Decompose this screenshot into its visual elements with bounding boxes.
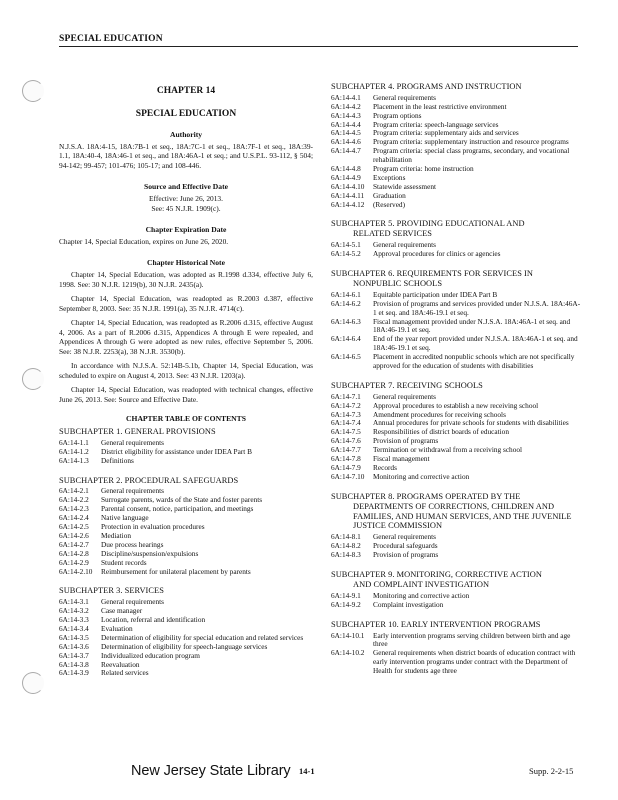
subchapter-heading[interactable] <box>59 476 313 486</box>
section-number: 6A:14-5.2 <box>331 249 361 259</box>
section-title: Termination or withdrawal from a receiving school <box>373 445 523 455</box>
section-title: Responsibilities of district boards of education <box>373 427 509 437</box>
section-title: Discipline/suspension/expulsions <box>101 548 199 558</box>
section-number: 6A:14-5.1 <box>331 240 361 250</box>
toc-entry[interactable] <box>331 192 581 201</box>
toc-entry[interactable] <box>331 183 581 192</box>
section-number: 6A:14-4.1 <box>331 92 361 102</box>
section-number: 6A:14-1.3 <box>59 455 89 465</box>
section-title: Reimbursement for unilateral placement by parents <box>101 566 251 576</box>
section-number: 6A:14-3.7 <box>59 650 89 660</box>
section-title: Graduation <box>373 190 406 200</box>
section-number: 6A:14-6.1 <box>331 289 361 299</box>
section-title: Records <box>373 462 397 472</box>
section-number: 6A:14-2.9 <box>59 557 89 567</box>
subchapter-title: SUBCHAPTER 9. MONITORING, CORRECTIVE ACTION <box>331 570 542 580</box>
section-number: 6A:14-4.7 <box>331 146 361 156</box>
section-number: 6A:14-8.1 <box>331 532 361 542</box>
subchapter-title-cont: RELATED SERVICES <box>353 229 432 239</box>
section-title: Location, referral and identification <box>101 615 206 625</box>
section-title: Determination of eligibility for speech-language services <box>101 641 268 651</box>
authority-heading: Authority <box>169 130 203 139</box>
toc-left <box>59 427 313 678</box>
toc-right <box>331 78 581 676</box>
toc-entry[interactable] <box>59 532 313 541</box>
section-title: Program options <box>373 110 422 120</box>
section-title: Fiscal management <box>373 454 430 464</box>
section-title: Monitoring and corrective action <box>373 590 470 600</box>
toc-entry[interactable] <box>59 550 313 559</box>
subchapter-title: SUBCHAPTER 4. PROGRAMS AND INSTRUCTION <box>331 82 522 91</box>
section-title: Parental consent, notice, participation, and meetings <box>101 504 254 514</box>
section-title: Provision of programs <box>373 550 439 560</box>
toc-entry[interactable] <box>331 446 581 455</box>
section-number: 6A:14-7.9 <box>331 462 361 472</box>
toc-entry[interactable] <box>59 661 313 670</box>
running-head: SPECIAL EDUCATION <box>59 34 163 44</box>
subchapter-title-cont: AND COMPLAINT INVESTIGATION <box>353 579 490 589</box>
section-title: General requirements <box>101 486 165 496</box>
punch-hole-bottom <box>22 672 44 694</box>
section-title: End of the year report provided under N.J.S.A. 18A:46A-1 et seq. and 18A:46-19.1 et seq. <box>373 334 578 353</box>
section-title: General requirements when district boards of education contract with early intervention programs under contract with the Department of Health for students age three <box>373 648 576 676</box>
subchapter-title: SUBCHAPTER 7. RECEIVING SCHOOLS <box>331 380 483 390</box>
footer-supplement: Supp. 2-2-15 <box>529 766 574 776</box>
subchapter-heading[interactable] <box>59 427 313 437</box>
history-paragraph: Chapter 14, Special Education, was adopted as R.1998 d.334, effective July 6, 1998. See: 30 N.J.R. 1219(b), 30 N.J.R. 2435(a). <box>59 270 313 289</box>
section-number: 6A:14-3.1 <box>59 597 89 607</box>
subchapter-title: SUBCHAPTER 6. REQUIREMENTS FOR SERVICES IN <box>331 269 533 279</box>
section-title: Program criteria: speech-language services <box>373 119 499 129</box>
chapter-title: CHAPTER 14 <box>156 86 216 96</box>
expiration-text: Chapter 14, Special Education, expires on June 26, 2020. <box>59 236 229 246</box>
section-number: 6A:14-6.5 <box>331 352 361 362</box>
toc-entry[interactable] <box>331 201 581 210</box>
source-heading: Source and Effective Date <box>143 182 228 192</box>
section-number: 6A:14-3.6 <box>59 641 89 651</box>
toc-entry[interactable] <box>331 335 581 353</box>
toc-entry[interactable] <box>59 669 313 678</box>
subchapter-title: SUBCHAPTER 2. PROCEDURAL SAFEGUARDS <box>59 475 239 485</box>
section-title: Procedural safeguards <box>373 541 438 551</box>
section-number: 6A:14-7.7 <box>331 445 361 455</box>
subchapter-heading[interactable] <box>331 570 581 590</box>
section-number: 6A:14-4.8 <box>331 164 361 174</box>
section-title: Mediation <box>101 530 131 540</box>
section-number: 6A:14-3.3 <box>59 615 89 625</box>
toc-entry[interactable] <box>331 165 581 174</box>
toc-entry[interactable] <box>331 542 581 551</box>
section-number: 6A:14-4.4 <box>331 119 361 129</box>
left-column <box>59 78 313 678</box>
section-title: Student records <box>101 557 147 567</box>
section-number: 6A:14-6.2 <box>331 298 361 308</box>
section-title: Definitions <box>101 455 134 465</box>
section-title: Approval procedures to establish a new receiving school <box>373 400 539 410</box>
section-title: General requirements <box>373 391 437 401</box>
punch-hole-middle <box>22 368 44 390</box>
section-title: Evaluation <box>101 623 133 633</box>
toc-entry[interactable] <box>331 353 581 371</box>
section-title: Equitable participation under IDEA Part B <box>373 289 498 299</box>
section-title: Program criteria: supplementary aids and services <box>373 128 519 138</box>
section-title: General requirements <box>373 532 437 542</box>
section-title: Monitoring and corrective action <box>373 471 470 481</box>
section-title: Case manager <box>101 606 143 616</box>
section-number: 6A:14-3.8 <box>59 659 89 669</box>
history-paragraph: Chapter 14, Special Education, was readopted as R.2003 d.387, effective September 8, 2003. See: 35 N.J.R. 1991(a), 35 N.J.R. 4714(c). <box>59 294 313 313</box>
toc-entry[interactable] <box>331 250 581 259</box>
section-number: 6A:14-2.6 <box>59 530 89 540</box>
toc-entry[interactable] <box>59 652 313 661</box>
expiration-heading: Chapter Expiration Date <box>145 224 227 234</box>
section-title: Native language <box>101 513 149 523</box>
section-number: 6A:14-3.5 <box>59 632 89 642</box>
section-number: 6A:14-7.4 <box>331 418 361 428</box>
subchapter-title: SUBCHAPTER 5. PROVIDING EDUCATIONAL AND <box>331 219 525 229</box>
subchapter-heading[interactable] <box>331 620 581 630</box>
subchapter-title: SUBCHAPTER 3. SERVICES <box>59 586 164 596</box>
section-number: 6A:14-4.9 <box>331 172 361 182</box>
section-number: 6A:14-4.5 <box>331 128 361 138</box>
section-title: Program criteria: supplementary instruction and resource programs <box>373 137 569 147</box>
section-number: 6A:14-9.1 <box>331 590 361 600</box>
section-number: 6A:14-3.2 <box>59 606 89 616</box>
subchapter-heading[interactable] <box>331 381 581 391</box>
source-line: Effective: June 26, 2013. <box>149 194 223 204</box>
toc-entry[interactable] <box>59 523 313 532</box>
subchapter-title: SUBCHAPTER 10. EARLY INTERVENTION PROGRAMS <box>331 619 541 629</box>
section-number: 6A:14-4.3 <box>331 110 361 120</box>
section-number: 6A:14-7.6 <box>331 436 361 446</box>
section-number: 6A:14-2.5 <box>59 522 89 532</box>
toc-entry[interactable] <box>59 457 313 466</box>
section-number: 6A:14-4.11 <box>331 190 365 200</box>
subchapter-title-cont: DEPARTMENTS OF CORRECTIONS, CHILDREN AND FAMILIES, AND HUMAN SERVICES, AND THE JUVENILE JUSTICE COMMISSION <box>353 501 572 531</box>
toc-entry[interactable] <box>331 592 581 601</box>
toc-entry[interactable] <box>331 174 581 183</box>
toc-entry[interactable] <box>331 533 581 542</box>
history-paragraph: Chapter 14, Special Education, was readopted with technical changes, effective June 26, 2013. See: Source and Effective Date. <box>59 385 313 404</box>
section-title: Protection in evaluation procedures <box>101 522 205 532</box>
subchapter-heading[interactable] <box>331 269 581 289</box>
section-number: 6A:14-4.2 <box>331 101 361 111</box>
punch-hole-top <box>22 80 44 102</box>
subchapter-title: SUBCHAPTER 1. GENERAL PROVISIONS <box>59 427 216 436</box>
section-number: 6A:14-1.2 <box>59 446 89 456</box>
subchapter-title-cont: NONPUBLIC SCHOOLS <box>353 278 443 288</box>
history-paragraph: In accordance with N.J.S.A. 52:14B-5.1b, Chapter 14, Special Education, was scheduled to expire on August 4, 2013. See: 43 N.J.R. 1203(a). <box>59 361 313 380</box>
section-title: Program criteria: home instruction <box>373 164 474 174</box>
section-title: Due process hearings <box>101 539 164 549</box>
section-title: Amendment procedures for receiving schools <box>373 409 506 419</box>
toc-entry[interactable] <box>331 428 581 437</box>
section-number: 6A:14-4.12 <box>331 199 365 209</box>
section-title: Determination of eligibility for special education and related services <box>101 632 304 642</box>
section-title: Program criteria: special class programs, secondary, and vocational rehabilitation <box>373 146 570 165</box>
section-title: Fiscal management provided under N.J.S.A. 18A:46A-1 et seq. and 18A:46-19.1 et seq. <box>373 316 571 335</box>
subchapter-heading[interactable] <box>331 82 581 92</box>
section-title: Placement in the least restrictive environment <box>373 101 507 111</box>
authority-text: N.J.S.A. 18A:4-15, 18A:7B-1 et seq., 18A:7C-1 et seq., 18A:7F-1 et seq., 18A:39-1.1, 18A:40-4, 18A:46-1 et seq., and 18A:46A-1 et seq.; and U.S.P.L. 93-112, § 504; 94-142; 99-457; 101-476; 105-17; and 108-446. <box>59 142 313 170</box>
toc-entry[interactable] <box>331 455 581 464</box>
toc-entry[interactable] <box>331 147 581 165</box>
toc-entry[interactable] <box>59 616 313 625</box>
section-number: 6A:14-2.10 <box>59 566 93 576</box>
history-paragraph: Chapter 14, Special Education, was readopted as R.2006 d.315, effective August 4, 2006. As a part of R.2006 d.315, Appendices A through E were repealed, and Appendices A through G were adopted as new rules, effective September 5, 2006. See: 38 N.J.R. 2253(a), 38 N.J.R. 3530(b). <box>59 318 313 356</box>
header-rule <box>59 46 578 47</box>
toc-heading: CHAPTER TABLE OF CONTENTS <box>126 414 246 423</box>
subchapter-heading[interactable] <box>331 492 581 532</box>
section-number: 6A:14-2.7 <box>59 539 89 549</box>
toc-entry[interactable] <box>59 568 313 577</box>
section-number: 6A:14-7.5 <box>331 427 361 437</box>
section-number: 6A:14-2.2 <box>59 495 89 505</box>
section-title: Annual procedures for private schools for students with disabilities <box>373 418 569 428</box>
section-number: 6A:14-4.10 <box>331 181 365 191</box>
section-number: 6A:14-6.4 <box>331 334 361 344</box>
section-number: 6A:14-2.4 <box>59 513 89 523</box>
source-line: See: 45 N.J.R. 1909(c). <box>151 203 221 213</box>
footer-page-number: 14-1 <box>299 766 315 776</box>
footer-library: New Jersey State Library <box>131 763 291 779</box>
section-number: 6A:14-7.8 <box>331 454 361 464</box>
subchapter-heading[interactable] <box>331 219 581 239</box>
section-title: General requirements <box>373 240 437 250</box>
section-number: 6A:14-2.8 <box>59 548 89 558</box>
section-title: General requirements <box>101 437 165 447</box>
section-number: 6A:14-1.1 <box>59 437 89 447</box>
section-number: 6A:14-6.3 <box>331 316 361 326</box>
section-number: 6A:14-2.3 <box>59 504 89 514</box>
toc-entry[interactable] <box>331 601 581 610</box>
section-number: 6A:14-3.4 <box>59 623 89 633</box>
section-number: 6A:14-10.1 <box>331 630 365 640</box>
toc-entry[interactable] <box>331 473 581 482</box>
section-title: Individualized education program <box>101 650 200 660</box>
section-title: District eligibility for assistance under IDEA Part B <box>101 446 252 456</box>
section-title: Early intervention programs serving children between birth and age three <box>373 630 571 649</box>
section-number: 6A:14-7.3 <box>331 409 361 419</box>
section-title: Related services <box>101 668 149 678</box>
section-number: 6A:14-4.6 <box>331 137 361 147</box>
section-title: Provision of programs <box>373 436 439 446</box>
toc-entry[interactable] <box>331 318 581 336</box>
toc-entry[interactable] <box>331 551 581 560</box>
toc-entry[interactable] <box>331 300 581 318</box>
section-title: Complaint investigation <box>373 599 444 609</box>
subchapter-title: SUBCHAPTER 8. PROGRAMS OPERATED BY THE <box>331 491 521 501</box>
toc-entry[interactable] <box>59 598 313 607</box>
section-number: 6A:14-7.2 <box>331 400 361 410</box>
section-number: 6A:14-2.1 <box>59 486 89 496</box>
section-number: 6A:14-8.2 <box>331 541 361 551</box>
section-title: (Reserved) <box>373 199 406 209</box>
section-number: 6A:14-8.3 <box>331 550 361 560</box>
section-title: Surrogate parents, wards of the State and foster parents <box>101 495 263 505</box>
section-title: Provision of programs and services provided under N.J.S.A. 18A:46A-1 et seq. and 18A:46-19.1 et seq. <box>373 298 581 317</box>
chapter-name: SPECIAL EDUCATION <box>135 109 237 119</box>
section-number: 6A:14-7.10 <box>331 471 365 481</box>
section-title: Reevaluation <box>101 659 140 669</box>
section-title: General requirements <box>373 92 437 102</box>
section-title: Exceptions <box>373 172 406 182</box>
section-title: Placement in accredited nonpublic schools which are not specifically approved for the education of students with disabilities <box>373 352 575 371</box>
section-number: 6A:14-10.2 <box>331 648 365 658</box>
subchapter-heading[interactable] <box>59 586 313 596</box>
toc-entry[interactable] <box>331 632 581 650</box>
section-title: Approval procedures for clinics or agencies <box>373 249 501 259</box>
toc-entry[interactable] <box>331 649 581 676</box>
section-title: Statewide assessment <box>373 181 437 191</box>
section-title: General requirements <box>101 597 165 607</box>
history-heading: Chapter Historical Note <box>147 258 225 268</box>
toc-entry[interactable] <box>331 103 581 112</box>
section-number: 6A:14-9.2 <box>331 599 361 609</box>
toc-entry[interactable] <box>59 448 313 457</box>
toc-entry[interactable] <box>59 505 313 514</box>
section-number: 6A:14-7.1 <box>331 391 361 401</box>
section-number: 6A:14-3.9 <box>59 668 89 678</box>
